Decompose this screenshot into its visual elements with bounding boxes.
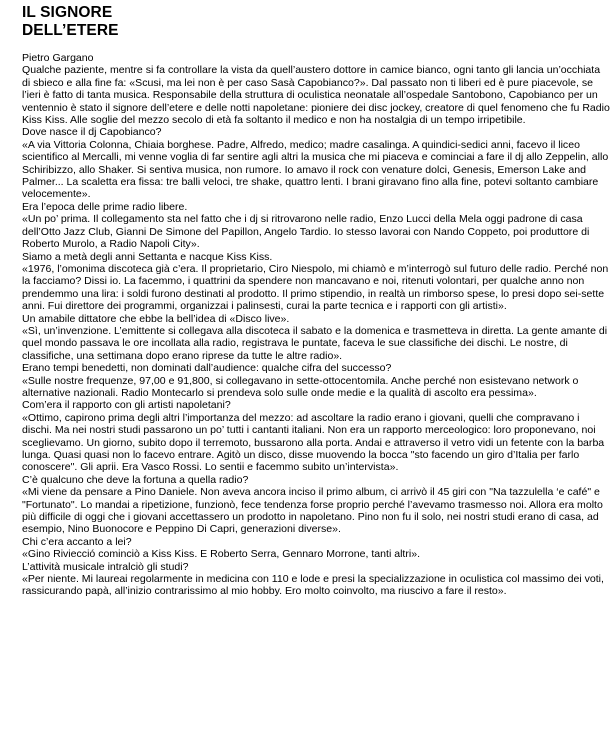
article	[22, 4, 610, 598]
answer: «Per niente. Mi laureai regolarmente in medicina con 110 e lode e presi la specializzazione in oculistica col massimo dei voti, rassicurando papà, all’inizio contrarissimo al mio hobby. Ero molto coinvolto, ma riuscivo a fare il resto».	[22, 573, 604, 598]
title-line-2: DELL’ETERE	[22, 22, 119, 39]
article-title	[22, 4, 610, 40]
answer: «Un po’ prima. Il collegamento sta nel fatto che i dj si ritrovarono nelle radio, Enzo Lucci della Mela oggi padrone di casa dell’Otto Jazz Club, Gianni De Simone del Papillon, Angelo Tardio. Io stesso lavorai con Nando Coppeto, poi produttore di Roberto Murolo, a Radio Napoli City».	[22, 213, 590, 251]
author-byline: Pietro Gargano	[22, 52, 94, 64]
article-body	[22, 52, 610, 598]
question: Dove nasce il dj Capobianco?	[22, 126, 162, 139]
answer: «Ottimo, capirono prima degli altri l’importanza del mezzo: ad ascoltare la radio erano i giovani, quelli che compravano i dischi. Ma nei nostri studi passarono un po’ tutti i cantanti italiani. Non era un rapporto merceologico: loro proponevano, noi sceglievamo. Un giorno, subito dopo il terremoto, bussarono alla porta. Andai e attraverso il vetro vidi un fetente con la barba lunga. Quasi quasi non lo facevo entrare. Agitò un disco, disse muovendo la bocca "sto facendo un giro d’Italia per farlo conoscere". Gli aprii. Era Vasco Rossi. Lo sentii e facemmo subito un’intervista».	[22, 411, 605, 474]
question: C’è qualcuno che deve la fortuna a quella radio?	[22, 473, 249, 486]
question: L’attività musicale intralciò gli studi?	[22, 560, 189, 573]
question: Era l’epoca delle prime radio libere.	[22, 200, 188, 213]
answer: «Gino Riviecció cominciò a Kiss Kiss. E Roberto Serra, Gennaro Morrone, tanti altri».	[22, 548, 421, 561]
answer: «Sì, un’invenzione. L’emittente si collegava alla discoteca il sabato e la domenica e trasmetteva in diretta. La gente amante di quel mondo passava le ore incollata alla radio, registrava le puntate, faceva le sue classifiche dei dischi. Le nostre, di classifiche, una settimana dopo erano riprese da tutte le altre radio».	[22, 324, 608, 362]
question: Erano tempi benedetti, non dominati dall’audience: qualche cifra del successo?	[22, 362, 392, 375]
question: Un amabile dittatore che ebbe la bell’idea di «Disco live».	[22, 312, 290, 325]
answer: «Sulle nostre frequenze, 97,00 e 91,800, si collegavano in sette-ottocentomila. Anche perché non esistevano network o alternative nazionali. Radio Montecarlo si prendeva solo sulle onde medie e la qualità di ascolto era pessima».	[22, 374, 579, 399]
question: Com’era il rapporto con gli artisti napoletani?	[22, 399, 231, 412]
question: Siamo a metà degli anni Settanta e nacque Kiss Kiss.	[22, 250, 273, 263]
question: Chi c’era accanto a lei?	[22, 535, 132, 548]
title-line-1: IL SIGNORE	[22, 4, 113, 21]
paragraph: Qualche paziente, mentre si fa controllare la vista da quell’austero dottore in camice bianco, ogni tanto gli lancia un’occhiata di sbieco e alla fine fa: «Scusi, ma lei non è per caso Sasà Capobianco?». Dal passato non ti liberi ed è pure piacevole, se l’ieri è fatto di tanta musica. Responsabile della struttura di oculistica neonatale all’ospedale Santobono, Capobianco per un ventennio è stato il signore dell’etere e delle notti napoletane: pioniere dei disc jockey, creatore di quel fenomeno che fu Radio Kiss Kiss. Alle soglie del mezzo secolo di età fa soltanto il medico e non ha nostalgia di un tempo irripetibile.	[22, 64, 610, 127]
answer: «A via Vittoria Colonna, Chiaia borghese. Padre, Alfredo, medico; madre casalinga. A quindici-sedici anni, facevo il liceo scientifico al Mercalli, mi venne voglia di far sentire agli altri la musica che mi piaceva e cominciai a fare il dj allo Zeppelin, allo Schiribizzo, allo Shaker. Si sentiva musica, non rumore. Io amavo il rock con venature dolci, Genesis, Emerson Lake and Palmer... La scaletta era fissa: tre balli veloci, tre shake, quattro lenti. I brani giravano fino alla fine, potevi soltanto cambiare velocemente».	[22, 138, 609, 201]
answer: «1976, l’omonima discoteca già c’era. Il proprietario, Ciro Niespolo, mi chiamò e m’interrogò sul futuro delle radio. Perché non la facciamo? Dissi io. La facemmo, i quattrini da spendere non mancavano e noi, ritenuti volontari, per qualche anno non prendemmo una lira: i soldi furono destinati al prodotto. Il primo stipendio, in realtà un rimborso spese, lo presi dopo sei-sette anni. Fui direttore dei programmi, organizzai i palinsesti, curai la parte tecnica e i rapporti con gli artisti».	[22, 262, 609, 313]
answer: «Mi viene da pensare a Pino Daniele. Non aveva ancora inciso il primo album, ci arrivò il 45 giri con "Na tazzulella ‘e café" e "Fortunato". Lo mandai a ripetizione, funzionò, fece tendenza forse proprio perché l’avevamo trasmesso noi. Allora era molto più difficile di oggi che i giovani accettassero un prodotto in napoletano. Pino non fu il solo, nei nostri studi erano di casa, ad esempio, Nino Buonocore e Peppino Di Capri, generazioni diverse».	[22, 486, 603, 536]
